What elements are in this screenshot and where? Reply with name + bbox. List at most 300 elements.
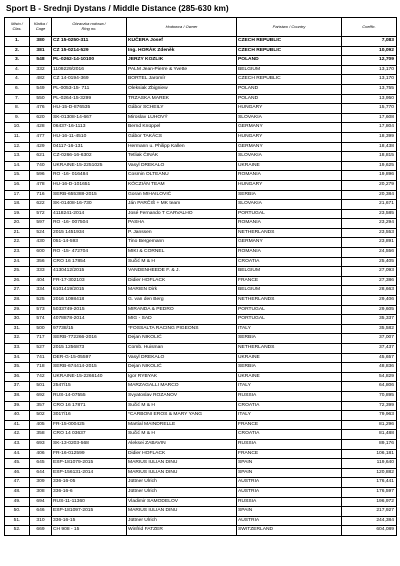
cell-cage: 550 <box>30 94 52 104</box>
cell-ring: CZ 14-0194-369 <box>52 75 127 85</box>
cell-place: 47. <box>5 478 30 488</box>
table-row <box>5 315 397 325</box>
cell-place: 22. <box>5 238 30 248</box>
cell-cage: 574 <box>30 315 52 325</box>
table-row <box>5 296 397 306</box>
cell-coef: 23,891 <box>342 238 397 248</box>
cell-place: 11. <box>5 132 30 142</box>
cell-place: 44. <box>5 449 30 459</box>
table-row <box>5 449 397 459</box>
cell-owner: P. Janssen <box>127 228 237 238</box>
cell-cage: 644 <box>30 468 52 478</box>
cell-country: BELGIUM <box>237 286 342 296</box>
cell-ring: RUS-14-07555 <box>52 391 127 401</box>
cell-cage: 381 <box>30 46 52 56</box>
cell-coef: 604,089 <box>342 526 397 536</box>
cell-cage: 308 <box>30 487 52 497</box>
cell-ring: ESP-181097-2015 <box>52 507 127 517</box>
table-row <box>5 478 397 488</box>
cell-country: POLAND <box>237 94 342 104</box>
cell-owner: TRZASKA MAREK <box>127 94 237 104</box>
cell-ring: CZ 15-0250-311 <box>52 37 127 47</box>
cell-cage: 476 <box>30 104 52 114</box>
table-row <box>5 46 397 56</box>
col-header-owner: Hodowca / Owner <box>127 18 237 37</box>
cell-owner: Sučić M & H <box>127 401 237 411</box>
cell-coef: 23,553 <box>342 228 397 238</box>
cell-owner: *FOSSALTA RACING PIGEONS <box>127 324 237 334</box>
cell-owner: Didier HOFLACK <box>127 276 237 286</box>
cell-place: 39. <box>5 401 30 411</box>
cell-country: POLAND <box>237 84 342 94</box>
cell-owner: Gábor TAKÁCS <box>127 132 237 142</box>
cell-cage: 501 <box>30 382 52 392</box>
cell-ring: HU-15-D-876535 <box>52 104 127 114</box>
cell-country: FRANCE <box>237 420 342 430</box>
cell-country: PORTUGAL <box>237 209 342 219</box>
cell-coef: 13,950 <box>342 94 397 104</box>
cell-coef: 12,709 <box>342 56 397 66</box>
table-row <box>5 459 397 469</box>
table-row <box>5 161 397 171</box>
cell-coef: 10,092 <box>342 46 397 56</box>
cell-coef: 35,582 <box>342 324 397 334</box>
cell-country: POLAND <box>237 56 342 66</box>
cell-cage: 310 <box>30 516 52 526</box>
cell-ring: 5033749-2015 <box>52 305 127 315</box>
cell-coef: 45,657 <box>342 353 397 363</box>
cell-owner: PALM Jean-Pierre & Yvette <box>127 65 237 75</box>
cell-cage: 527 <box>30 344 52 354</box>
col-header-coefficient: Coeffic. <box>342 18 397 37</box>
cell-place: 51. <box>5 516 30 526</box>
table-row <box>5 94 397 104</box>
cell-owner: *CARBONI EROS & MARY YANG <box>127 411 237 421</box>
cell-cage: 716 <box>30 190 52 200</box>
cell-cage: 718 <box>30 363 52 373</box>
cell-owner: PASHA <box>127 219 237 229</box>
cell-coef: 20,384 <box>342 190 397 200</box>
cell-coef: 23,294 <box>342 219 397 229</box>
cell-cage: 334 <box>30 286 52 296</box>
cell-country: PORTUGAL <box>237 315 342 325</box>
table-row <box>5 152 397 162</box>
cell-owner: Dejan NIKOLIĆ <box>127 363 237 373</box>
cell-ring: 4130412/2015 <box>52 267 127 277</box>
cell-ring: FR-15-000425 <box>52 420 127 430</box>
cell-cage: 524 <box>30 228 52 238</box>
cell-place: 27. <box>5 286 30 296</box>
cell-country: HUNGARY <box>237 132 342 142</box>
cell-coef: 19,625 <box>342 161 397 171</box>
cell-country: NETHERLANDS <box>237 228 342 238</box>
cell-coef: 28,663 <box>342 286 397 296</box>
cell-place: 14. <box>5 161 30 171</box>
col-header-ring: Obraczka rodowa / Ring no. <box>52 18 127 37</box>
cell-ring: 04117-16-131 <box>52 142 127 152</box>
cell-country: GERMANY <box>237 142 342 152</box>
cell-coef: 81,296 <box>342 420 397 430</box>
cell-cage: 645 <box>30 459 52 469</box>
cell-country: SLOVAKIA <box>237 113 342 123</box>
cell-cage: 380 <box>30 37 52 47</box>
cell-ring: ESP-181079-2015 <box>52 459 127 469</box>
cell-cage: 406 <box>30 449 52 459</box>
cell-cage: 742 <box>30 372 52 382</box>
table-row <box>5 113 397 123</box>
cell-country: GERMANY <box>237 238 342 248</box>
cell-ring: 6101419/2015 <box>52 286 127 296</box>
cell-coef: 20,279 <box>342 180 397 190</box>
cell-owner: Jüttner Ulrich <box>127 516 237 526</box>
cell-country: SLOVAKIA <box>237 200 342 210</box>
cell-owner: VANDENHEEDE F. & J. <box>127 267 237 277</box>
table-row <box>5 267 397 277</box>
cell-owner: Sučić M & H <box>127 257 237 267</box>
cell-country: SPAIN <box>237 468 342 478</box>
cell-coef: 64,806 <box>342 382 397 392</box>
cell-coef: 119,640 <box>342 459 397 469</box>
cell-owner: Bernd Knüppel <box>127 123 237 133</box>
cell-owner: MARIUS IULIAN DINU <box>127 459 237 469</box>
cell-ring: HU-16-D-101651 <box>52 180 127 190</box>
cell-place: 24. <box>5 257 30 267</box>
cell-country: GERMANY <box>237 123 342 133</box>
cell-owner: Gábor SCHEILY <box>127 104 237 114</box>
table-row <box>5 209 397 219</box>
cell-ring: 97738/15 <box>52 324 127 334</box>
table-row <box>5 324 397 334</box>
cell-owner: Tetliak ČINÁK <box>127 152 237 162</box>
cell-ring: 3017/16 <box>52 411 127 421</box>
cell-place: 38. <box>5 391 30 401</box>
cell-owner: Cosmin OLTEANU <box>127 171 237 181</box>
cell-cage: 309 <box>30 478 52 488</box>
table-row <box>5 142 397 152</box>
table-row <box>5 363 397 373</box>
cell-country: BELGIUM <box>237 267 342 277</box>
cell-country: ITALY <box>237 382 342 392</box>
cell-cage: 572 <box>30 209 52 219</box>
cell-coef: 48,836 <box>342 363 397 373</box>
cell-owner: KÓCZIÁN TEAM <box>127 180 237 190</box>
cell-ring: 1109229/2016 <box>52 65 127 75</box>
cell-ring: CRO 14 03637 <box>52 430 127 440</box>
cell-coef: 17,804 <box>342 123 397 133</box>
cell-owner: Jüttner Ulrich <box>127 478 237 488</box>
cell-place: 50. <box>5 507 30 517</box>
cell-country: CROATIA <box>237 401 342 411</box>
cell-country: ITALY <box>237 411 342 421</box>
cell-country: SWITZERLAND <box>237 526 342 536</box>
cell-place: 21. <box>5 228 30 238</box>
cell-ring: PL-0053-15- 711 <box>52 84 127 94</box>
cell-coef: 24,556 <box>342 248 397 258</box>
cell-ring: RO -16- 016484 <box>52 171 127 181</box>
cell-cage: 717 <box>30 334 52 344</box>
table-row <box>5 401 397 411</box>
cell-owner: José Fernando T CARVALHO <box>127 209 237 219</box>
cell-ring: HU-16-11-4510 <box>52 132 127 142</box>
header-row <box>5 18 397 37</box>
cell-place: 12. <box>5 142 30 152</box>
cell-ring: 336-16-05 <box>52 478 127 488</box>
cell-owner: Jüttner Ulrich <box>127 487 237 497</box>
cell-cage: 405 <box>30 420 52 430</box>
cell-country: SERBIA <box>237 190 342 200</box>
cell-place: 37. <box>5 382 30 392</box>
cell-country: UKRAINE <box>237 353 342 363</box>
cell-place: 1. <box>5 37 30 47</box>
table-row <box>5 507 397 517</box>
cell-ring: RO -15- 472704 <box>52 248 127 258</box>
cell-place: 6. <box>5 84 30 94</box>
cell-cage: 404 <box>30 276 52 286</box>
cell-coef: 176,597 <box>342 487 397 497</box>
cell-place: 40. <box>5 411 30 421</box>
cell-coef: 106,181 <box>342 449 397 459</box>
cell-owner: Winfrid FATZER <box>127 526 237 536</box>
cell-ring: UKRAINE-15-2251025 <box>52 161 127 171</box>
cell-ring: 2016 1098418 <box>52 296 127 306</box>
cell-ring: SK-13-0203-568 <box>52 439 127 449</box>
cell-cage: 740 <box>30 161 52 171</box>
cell-coef: 13,755 <box>342 84 397 94</box>
cell-country: HUNGARY <box>237 180 342 190</box>
cell-cage: 600 <box>30 248 52 258</box>
cell-place: 41. <box>5 420 30 430</box>
cell-country: SPAIN <box>237 459 342 469</box>
cell-ring: 4078878-2014 <box>52 315 127 325</box>
cell-cage: 693 <box>30 439 52 449</box>
cell-country: CROATIA <box>237 257 342 267</box>
cell-ring: CRO 16 17854 <box>52 257 127 267</box>
cell-cage: 430 <box>30 238 52 248</box>
cell-ring: 2547/15 <box>52 382 127 392</box>
cell-country: AUSTRIA <box>237 516 342 526</box>
cell-coef: 37,007 <box>342 334 397 344</box>
cell-country: SERBIA <box>237 363 342 373</box>
cell-country: UKRAINE <box>237 161 342 171</box>
table-row <box>5 420 397 430</box>
cell-owner: MIRANDA & PEDRO <box>127 305 237 315</box>
cell-cage: 332 <box>30 65 52 75</box>
cell-place: 45. <box>5 459 30 469</box>
cell-ring: CZ 15-0214-529 <box>52 46 127 56</box>
cell-coef: 21,671 <box>342 200 397 210</box>
cell-ring: FR-17-302103 <box>52 276 127 286</box>
cell-place: 30. <box>5 315 30 325</box>
cell-owner: MARIUS IULIAN DINU <box>127 468 237 478</box>
cell-coef: 15,770 <box>342 104 397 114</box>
cell-place: 3. <box>5 56 30 66</box>
table-row <box>5 468 397 478</box>
cell-owner: KUČERA Josef <box>127 37 237 47</box>
cell-country: UKRAINE <box>237 372 342 382</box>
cell-place: 25. <box>5 267 30 277</box>
table-row <box>5 190 397 200</box>
cell-country: CZECH REPUBLIC <box>237 37 342 47</box>
cell-cage: 646 <box>30 507 52 517</box>
cell-country: AUSTRIA <box>237 478 342 488</box>
cell-place: 8. <box>5 104 30 114</box>
table-row <box>5 257 397 267</box>
cell-ring: SERB-674414-2015 <box>52 363 127 373</box>
table-row <box>5 200 397 210</box>
cell-ring: 336-16-15 <box>52 516 127 526</box>
cell-coef: 7,083 <box>342 37 397 47</box>
results-table <box>4 17 397 536</box>
cell-place: 4. <box>5 65 30 75</box>
cell-owner: MIKI & CORNEL <box>127 248 237 258</box>
cell-owner: Goran MIHAILOVIĆ <box>127 190 237 200</box>
cell-ring: PL-0262-14-10100 <box>52 56 127 66</box>
cell-owner: MARZAGALLI MARCO <box>127 382 237 392</box>
table-row <box>5 276 397 286</box>
cell-coef: 72,399 <box>342 401 397 411</box>
cell-owner: JERZY KOZLIK <box>127 56 237 66</box>
cell-place: 26. <box>5 276 30 286</box>
cell-coef: 81,488 <box>342 430 397 440</box>
table-row <box>5 123 397 133</box>
cell-coef: 18,815 <box>342 152 397 162</box>
cell-cage: 621 <box>30 152 52 162</box>
table-row <box>5 382 397 392</box>
table-row <box>5 334 397 344</box>
table-row <box>5 171 397 181</box>
cell-owner: Svyatoslav ROZANOV <box>127 391 237 401</box>
cell-owner: Tino Bergemann <box>127 238 237 248</box>
table-row <box>5 516 397 526</box>
cell-cage: 525 <box>30 296 52 306</box>
cell-ring: 2015 1256873 <box>52 344 127 354</box>
cell-country: ITALY <box>237 324 342 334</box>
table-row <box>5 65 397 75</box>
cell-cage: 502 <box>30 411 52 421</box>
table-row <box>5 411 397 421</box>
cell-cage: 358 <box>30 430 52 440</box>
cell-country: FRANCE <box>237 449 342 459</box>
cell-owner: Hermann u. Philipp Kallen <box>127 142 237 152</box>
cell-coef: 27,093 <box>342 267 397 277</box>
cell-place: 7. <box>5 94 30 104</box>
cell-place: 4. <box>5 75 30 85</box>
cell-owner: G. van den Berg <box>127 296 237 306</box>
cell-cage: 333 <box>30 267 52 277</box>
cell-place: 28. <box>5 296 30 306</box>
cell-place: 33. <box>5 344 30 354</box>
cell-cage: 573 <box>30 305 52 315</box>
cell-ring: CZ-0266-16-6302 <box>52 152 127 162</box>
cell-cage: 741 <box>30 353 52 363</box>
cell-cage: 478 <box>30 180 52 190</box>
cell-place: 13. <box>5 152 30 162</box>
table-row <box>5 219 397 229</box>
cell-cage: 482 <box>30 75 52 85</box>
col-header-cage: Klatka / Cage <box>30 18 52 37</box>
cell-owner: Sučić M & H <box>127 430 237 440</box>
cell-coef: 23,585 <box>342 209 397 219</box>
cell-cage: 596 <box>30 171 52 181</box>
table-row <box>5 344 397 354</box>
cell-coef: 19,896 <box>342 171 397 181</box>
cell-coef: 217,927 <box>342 507 397 517</box>
cell-owner: Ján PARČIŠ + MK team <box>127 200 237 210</box>
cell-coef: 25,405 <box>342 257 397 267</box>
cell-owner: MIG - SAD <box>127 315 237 325</box>
cell-place: 15. <box>5 171 30 181</box>
cell-coef: 54,829 <box>342 372 397 382</box>
cell-place: 49. <box>5 497 30 507</box>
cell-owner: Vasyl DREKALO <box>127 353 237 363</box>
cell-country: SERBIA <box>237 334 342 344</box>
table-row <box>5 84 397 94</box>
cell-ring: UKRAINE-15-2266140 <box>52 372 127 382</box>
cell-coef: 27,386 <box>342 276 397 286</box>
cell-owner: Vladimir SAMODELOV <box>127 497 237 507</box>
cell-ring: 2015 1451934 <box>52 228 127 238</box>
cell-ring: FR-16-012599 <box>52 449 127 459</box>
cell-coef: 89,176 <box>342 439 397 449</box>
cell-place: 16. <box>5 180 30 190</box>
cell-ring: 336-16-6 <box>52 487 127 497</box>
cell-country: ROMANIA <box>237 248 342 258</box>
cell-owner: Ing. HORÁK Zdeněk <box>127 46 237 56</box>
cell-place: 20. <box>5 219 30 229</box>
cell-coef: 13,170 <box>342 75 397 85</box>
cell-ring: DER-G-15-05597 <box>52 353 127 363</box>
cell-place: 31. <box>5 324 30 334</box>
cell-country: RUSSIA <box>237 439 342 449</box>
cell-coef: 18,399 <box>342 132 397 142</box>
cell-ring: ESP-156131-2014 <box>52 468 127 478</box>
page-title: Sport B - Srednji Dystans / Middle Distance (285-630 km) <box>6 3 229 13</box>
table-row <box>5 497 397 507</box>
cell-owner: MARIEN Dirk <box>127 286 237 296</box>
cell-cage: 669 <box>30 526 52 536</box>
cell-country: HUNGARY <box>237 104 342 114</box>
table-row <box>5 180 397 190</box>
table-row <box>5 132 397 142</box>
cell-place: 2. <box>5 46 30 56</box>
cell-cage: 597 <box>30 219 52 229</box>
cell-place: 46. <box>5 468 30 478</box>
cell-owner: Didier HOFLACK <box>127 449 237 459</box>
cell-ring: SK-01408-16-730 <box>52 200 127 210</box>
cell-ring: 4118241-2014 <box>52 209 127 219</box>
cell-ring: PL-0264-15-3299 <box>52 94 127 104</box>
cell-cage: 620 <box>30 113 52 123</box>
cell-cage: 694 <box>30 497 52 507</box>
cell-owner: Vasyl DREKALO <box>127 161 237 171</box>
table-row <box>5 430 397 440</box>
cell-coef: 35,337 <box>342 315 397 325</box>
cell-country: SLOVAKIA <box>237 152 342 162</box>
table-row <box>5 391 397 401</box>
cell-country: RUSSIA <box>237 497 342 507</box>
table-row <box>5 372 397 382</box>
table-row <box>5 353 397 363</box>
cell-cage: 428 <box>30 123 52 133</box>
cell-coef: 196,972 <box>342 497 397 507</box>
cell-country: CROATIA <box>237 430 342 440</box>
cell-country: NETHERLANDS <box>237 344 342 354</box>
cell-ring: CRO 16 17871 <box>52 401 127 411</box>
cell-owner: Martial MAINDRELLE <box>127 420 237 430</box>
table-row <box>5 305 397 315</box>
cell-cage: 549 <box>30 84 52 94</box>
cell-country: NETHERLANDS <box>237 296 342 306</box>
